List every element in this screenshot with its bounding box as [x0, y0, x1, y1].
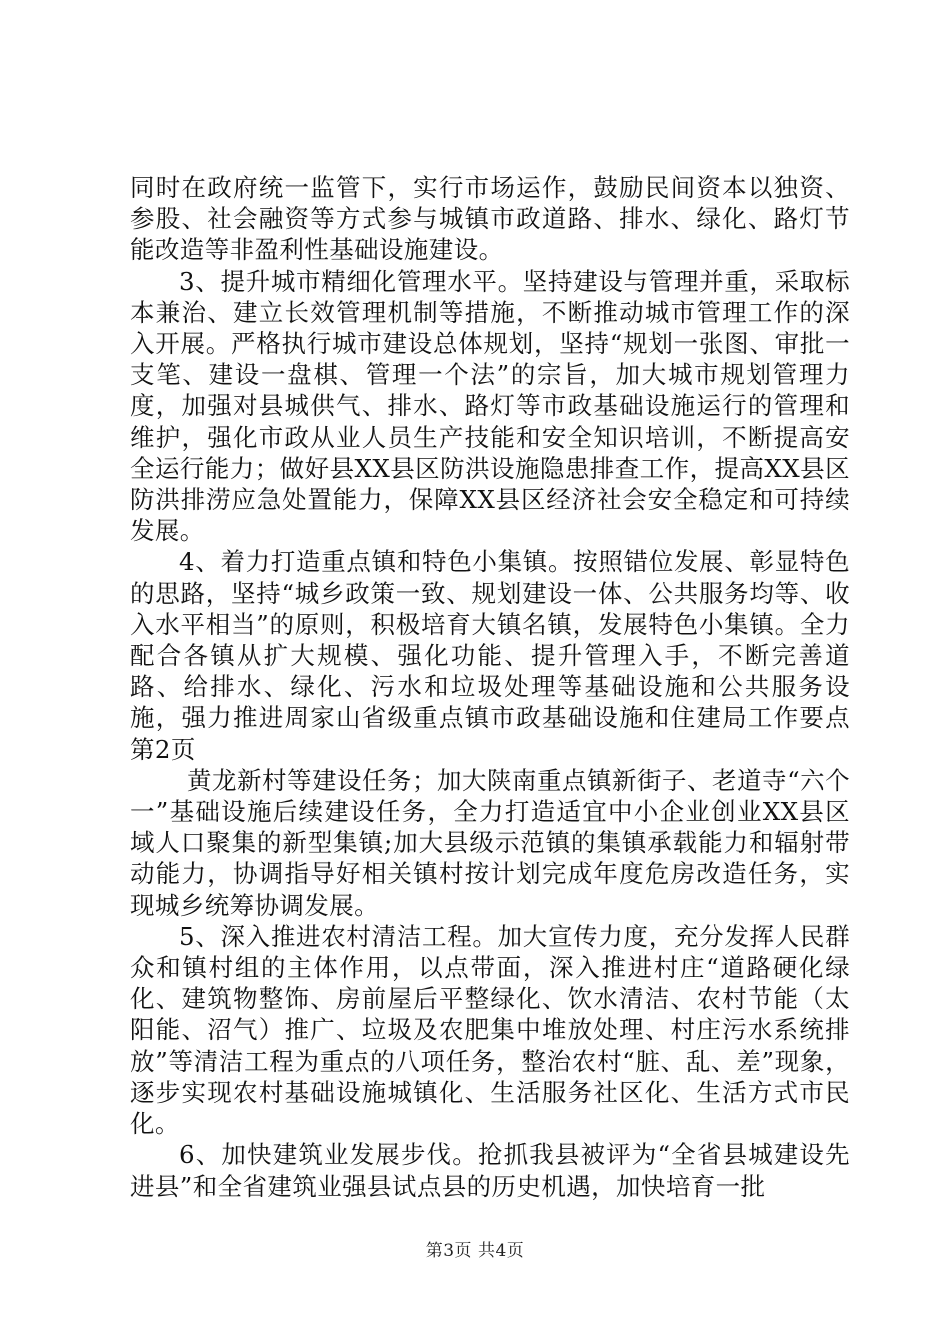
paragraph-section-4-continued: 黄龙新村等建设任务；加大陕南重点镇新街子、老道寺“六个一”基础设施后续建设任务，全力打造适宜中小企业创业XX县区域人口聚集的新型集镇;加大县级示范镇的集镇承载能力和辐射带动能力，协调指导好相关镇村按计划完成年度危房改造任务，实现城乡统筹协调发展。: [130, 765, 850, 920]
paragraph-section-6: 6、加快建筑业发展步伐。抢抓我县被评为“全省县城建设先进县”和全省建筑业强县试点县的历史机遇，加快培育一批: [130, 1140, 850, 1201]
page-number-footer: 第3页 共4页: [425, 1241, 525, 1261]
document-body: [130, 172, 850, 1202]
paragraph-section-4: 4、着力打造重点镇和特色小集镇。按照错位发展、彰显特色的思路，坚持“城乡政策一致、规划建设一体、公共服务均等、收入水平相当”的原则，积极培育大镇名镇，发展特色小集镇。全力配合各镇从扩大规模、强化功能、提升管理入手，不断完善道路、给排水、绿化、污水和垃圾处理等基础设施和公共服务设施，强力推进周家山省级重点镇市政基础设施和住建局工作要点第2页: [130, 547, 850, 764]
paragraph-continuation: 同时在政府统一监管下，实行市场运作，鼓励民间资本以独资、参股、社会融资等方式参与城镇市政道路、排水、绿化、路灯节能改造等非盈利性基础设施建设。: [130, 173, 850, 265]
paragraph-section-5: 5、深入推进农村清洁工程。加大宣传力度，充分发挥人民群众和镇村组的主体作用，以点带面，深入推进村庄“道路硬化绿化、建筑物整饰、房前屋后平整绿化、饮水清洁、农村节能（太阳能、沼气）推广、垃圾及农肥集中堆放处理、村庄污水系统排放”等清洁工程为重点的八项任务，整治农村“脏、乱、差”现象，逐步实现农村基础设施城镇化、生活服务社区化、生活方式市民化。: [130, 921, 850, 1139]
paragraph-section-3: 3、提升城市精细化管理水平。坚持建设与管理并重，采取标本兼治、建立长效管理机制等措施，不断推动城市管理工作的深入开展。严格执行城市建设总体规划，坚持“规划一张图、审批一支笔、建设一盘棋、管理一个法”的宗旨，加大城市规划管理力度，加强对县城供气、排水、路灯等市政基础设施运行的管理和维护，强化市政从业人员生产技能和安全知识培训，不断提高安全运行能力；做好县XX县区防洪设施隐患排查工作，提高XX县区防洪排涝应急处置能力，保障XX县区经济社会安全稳定和可持续发展。: [130, 266, 850, 546]
